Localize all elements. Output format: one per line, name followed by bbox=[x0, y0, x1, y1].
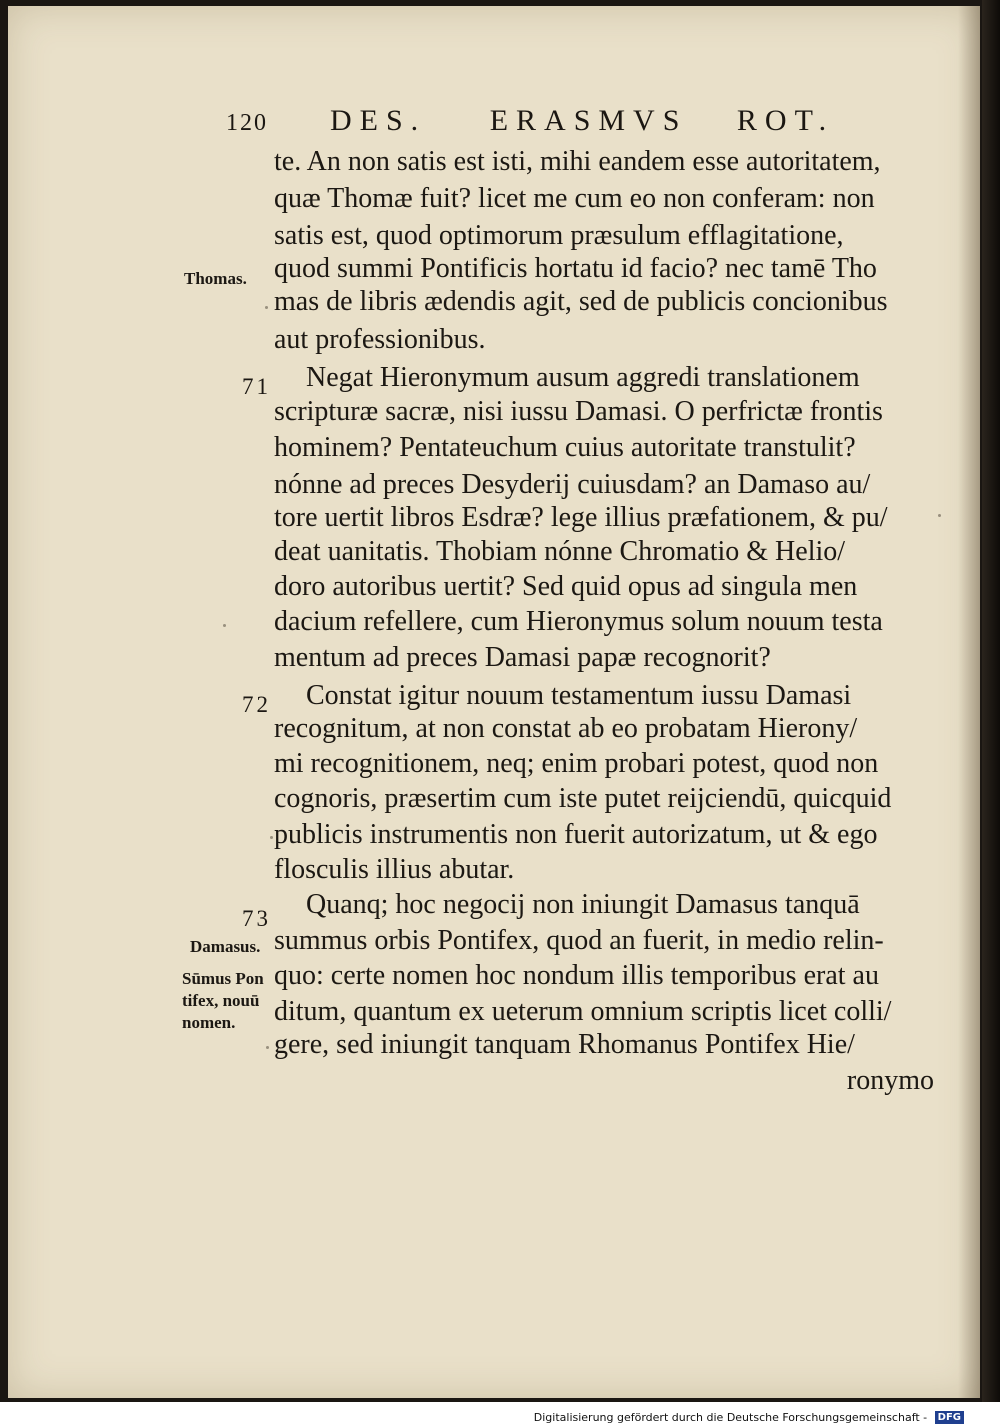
dfg-logo-icon: DFG bbox=[935, 1411, 964, 1424]
catchword: ronymo bbox=[846, 1065, 934, 1096]
text-line: gere, sed iniungit tanquam Rhomanus Pontifex Hie/ bbox=[274, 1029, 855, 1060]
text-line: tore uertit libros Esdræ? lege illius præfationem, & pu/ bbox=[274, 502, 888, 533]
margin-note-thomas: Thomas. bbox=[184, 269, 247, 288]
text-line: hominem? Pentateuchum cuius autoritate transtulit? bbox=[274, 432, 856, 463]
text-line: aut professionibus. bbox=[274, 324, 486, 355]
text-line: deat uanitatis. Thobiam nónne Chromatio & Helio/ bbox=[274, 536, 846, 567]
digitization-credit bbox=[534, 1411, 964, 1425]
text-line: mi recognitionem, neq; enim probari potest, quod non bbox=[274, 748, 879, 779]
text-line: publicis instrumentis non fuerit autorizatum, ut & ego bbox=[274, 819, 878, 850]
margin-note-damasus: tifex, nouū bbox=[182, 991, 260, 1010]
margin-note-damasus: Damasus. bbox=[190, 937, 261, 956]
text-line: quæ Thomæ fuit? licet me cum eo non conferam: non bbox=[274, 183, 875, 214]
text-line: Constat igitur nouum testamentum iussu Damasi bbox=[306, 680, 852, 711]
credit-text: Digitalisierung gefördert durch die Deutsche Forschungsgemeinschaft - bbox=[533, 1410, 928, 1424]
text-line: nónne ad preces Desyderij cuiusdam? an Damaso au/ bbox=[274, 469, 871, 500]
scan-edge bbox=[982, 0, 1000, 1428]
text-line: recognitum, at non constat ab eo probatam Hierony/ bbox=[274, 713, 858, 744]
text-line: doro autoribus uertit? Sed quid opus ad singula men bbox=[274, 571, 858, 602]
main-text bbox=[8, 6, 980, 1398]
text-line: flosculis illius abutar. bbox=[274, 854, 515, 885]
text-line: mas de libris ædendis agit, sed de publicis concionibus bbox=[274, 286, 888, 317]
text-line: satis est, quod optimorum præsulum efflagitatione, bbox=[274, 220, 844, 251]
running-title-word: ERASMVS bbox=[489, 104, 688, 137]
text-line: dacium refellere, cum Hieronymus solum nouum testa bbox=[274, 606, 883, 637]
text-line: Quanq; hoc negocij non iniungit Damasus tanquā bbox=[306, 889, 860, 920]
margin-note-damasus: nomen. bbox=[182, 1013, 236, 1032]
text-line: scripturæ sacræ, nisi iussu Damasi. O perfrictæ frontis bbox=[274, 396, 883, 427]
section-number: 72 bbox=[242, 692, 271, 717]
text-line: quod summi Pontificis hortatu id facio? nec tamē Tho bbox=[274, 253, 877, 284]
folio-number: 120 bbox=[226, 110, 268, 136]
text-line: cognoris, præsertim cum iste putet reijciendū, quicquid bbox=[274, 783, 892, 814]
text-line: te. An non satis est isti, mihi eandem esse autoritatem, bbox=[274, 146, 881, 177]
text-line: quo: certe nomen hoc nondum illis temporibus erat au bbox=[274, 960, 879, 991]
text-line: summus orbis Pontifex, quod an fuerit, in medio relin- bbox=[274, 925, 884, 956]
text-line: mentum ad preces Damasi papæ recognorit? bbox=[274, 642, 771, 673]
text-line: Negat Hieronymum ausum aggredi translationem bbox=[306, 362, 860, 393]
footer-bar bbox=[0, 1402, 1000, 1428]
margin-note-damasus: Sūmus Pon bbox=[182, 969, 264, 988]
section-number: 73 bbox=[242, 906, 271, 931]
running-title-word: ROT. bbox=[736, 104, 835, 137]
book-page bbox=[8, 6, 980, 1398]
text-line: ditum, quantum ex ueterum omnium scriptis licet colli/ bbox=[274, 996, 892, 1027]
running-title-word: DES. bbox=[330, 104, 427, 137]
section-number: 71 bbox=[242, 374, 271, 399]
